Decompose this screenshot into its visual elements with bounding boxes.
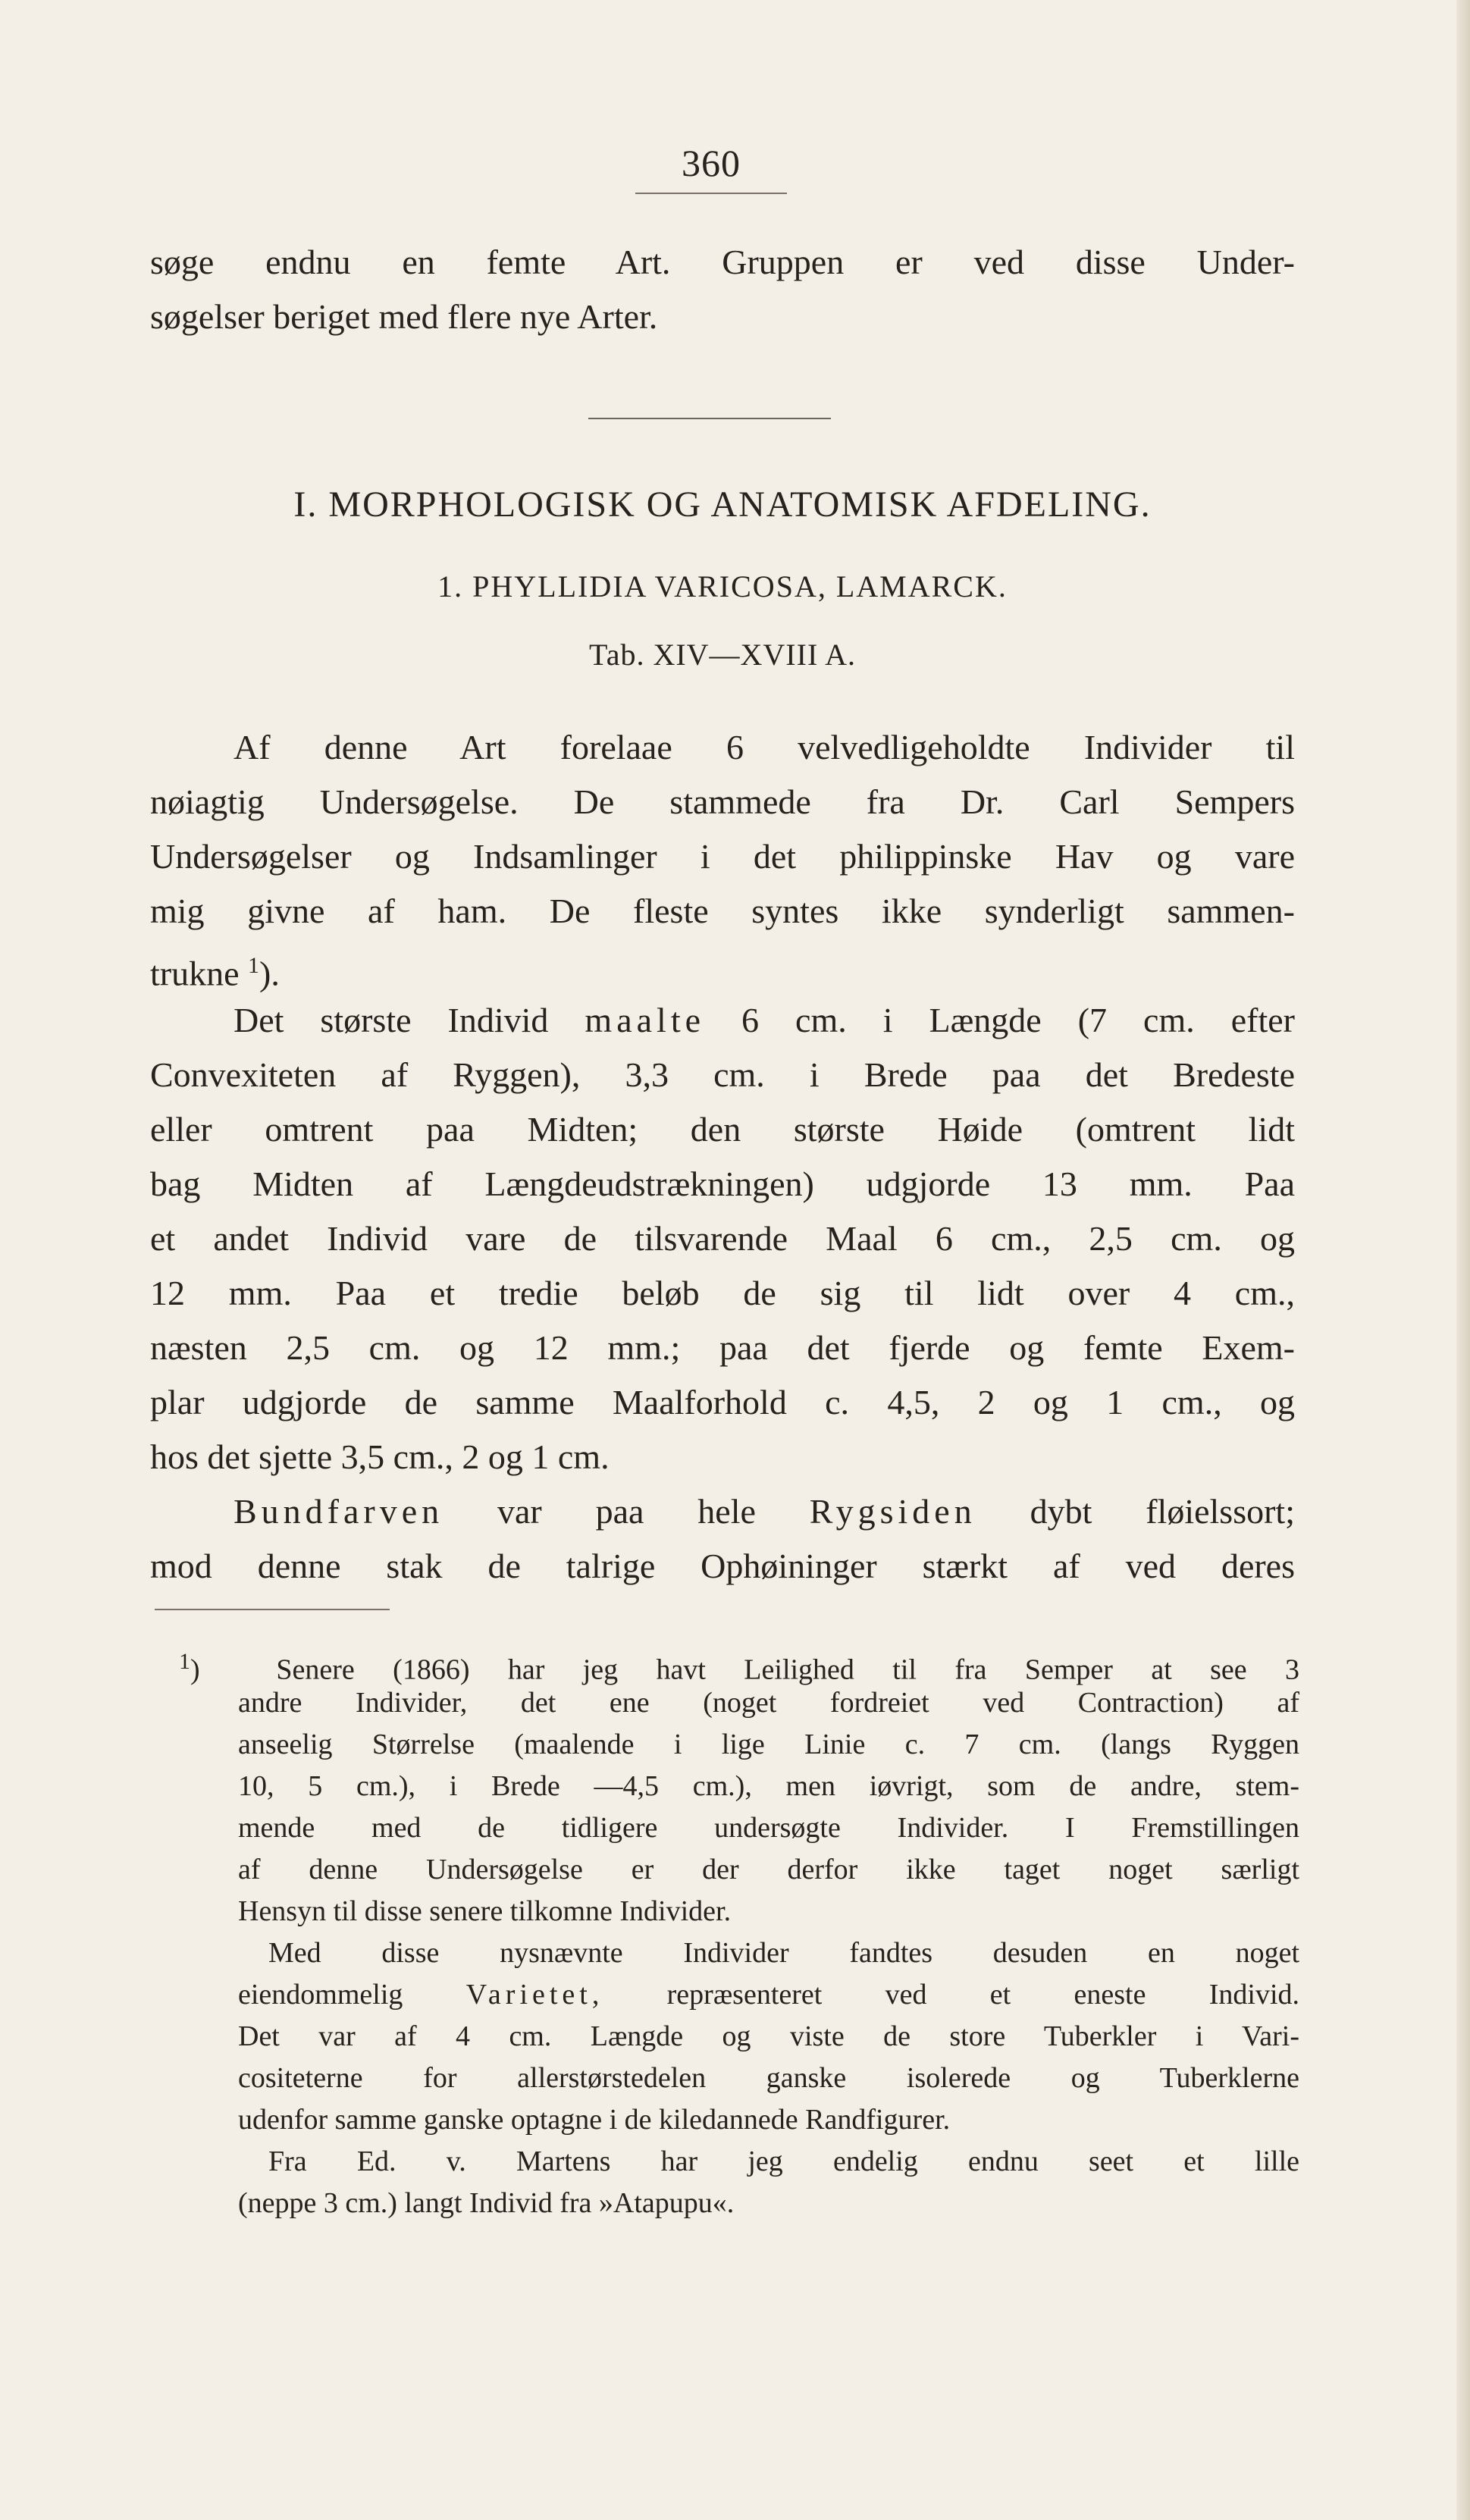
footnote-line: Fra Ed. v. Martens har jeg endelig endnu seet et lille xyxy=(268,2145,1299,2177)
text-segment: dybt fløielssort; xyxy=(1030,1492,1295,1531)
footnote-line: anseelig Størrelse (maalende i lige Linie c. 7 cm. (langs Ryggen xyxy=(238,1729,1299,1760)
paragraph-1 xyxy=(150,720,1295,993)
text-segment: eiendommelig xyxy=(238,1979,403,2011)
footnote-line: mende med de tidligere undersøgte Individer. I Fremstillingen xyxy=(238,1812,1299,1844)
page-edge xyxy=(1456,0,1470,2520)
text-segment: Det største Individ xyxy=(234,1001,549,1039)
section-heading: I. MORPHOLOGISK OG ANATOMISK AFDELING. xyxy=(293,484,1152,525)
text-line: nøiagtig Undersøgelse. De stammede fra Dr. Carl Sempers xyxy=(150,782,1295,821)
footnote-line: cositeterne for allerstørstedelen ganske isolerede og Tuberklerne xyxy=(238,2062,1299,2094)
footnote-line xyxy=(179,1641,1300,1686)
footnote-line: Hensyn til disse senere tilkomne Individer. xyxy=(238,1895,732,1927)
page-number-rule xyxy=(635,193,787,194)
page-number: 360 xyxy=(682,142,741,184)
text-line: eller omtrent paa Midten; den største Høide (omtrent lidt xyxy=(150,1110,1295,1149)
text-line: Undersøgelser og Indsamlinger i det philippinske Hav og vare xyxy=(150,837,1295,876)
paragraph-3 xyxy=(150,1484,1295,1594)
text-line xyxy=(150,939,1295,993)
plate-reference: Tab. XIV—XVIII A. xyxy=(589,638,856,672)
section-separator xyxy=(588,418,831,419)
footnote-line: af denne Undersøgelse er der derfor ikke taget noget særligt xyxy=(238,1854,1299,1885)
text-line xyxy=(150,993,1295,1048)
text-segment: repræsenteret ved et eneste Individ. xyxy=(666,1979,1299,2011)
text-line: mod denne stak de talrige Ophøininger stærkt af ved deres xyxy=(150,1547,1295,1585)
paragraph-2 xyxy=(150,993,1295,1484)
text-line: mig givne af ham. De fleste syntes ikke synderligt sammen- xyxy=(150,892,1295,930)
footnote-line: andre Individer, det ene (noget fordreiet ved Contraction) af xyxy=(238,1687,1299,1719)
spaced-word: maalte xyxy=(585,1001,706,1039)
footnote-mark-close: ) xyxy=(190,1653,200,1686)
footnote-line: 10, 5 cm.), i Brede —4,5 cm.), men iøvrigt, som de andre, stem- xyxy=(238,1770,1299,1802)
text-line xyxy=(150,1484,1295,1539)
spaced-word: Varietet, xyxy=(465,1979,604,2011)
spaced-word: Rygsiden xyxy=(809,1492,976,1531)
footnote-line: udenfor samme ganske optagne i de kiledannede Randfigurer. xyxy=(238,2104,951,2136)
text-line: bag Midten af Længdeudstrækningen) udgjorde 13 mm. Paa xyxy=(150,1164,1295,1203)
footnote xyxy=(179,1641,1299,2224)
intro-text xyxy=(150,235,1295,344)
text-line: et andet Individ vare de tilsvarende Maal 6 cm., 2,5 cm. og xyxy=(150,1219,1295,1258)
footnote-line: (neppe 3 cm.) langt Individ fra »Atapupu«. xyxy=(238,2187,735,2219)
footnote-separator xyxy=(155,1609,390,1610)
footnote-line xyxy=(179,1974,1299,2016)
text-segment: Senere (1866) har jeg havt Leilighed til fra Semper at see 3 xyxy=(276,1653,1300,1686)
text-line: 12 mm. Paa et tredie beløb de sig til lidt over 4 cm., xyxy=(150,1274,1295,1312)
text-segment: trukne xyxy=(150,954,240,993)
species-heading: 1. PHYLLIDIA VARICOSA, LAMARCK. xyxy=(437,569,1008,603)
text-line: søgelser beriget med flere nye Arter. xyxy=(150,297,658,336)
text-line: søge endnu en femte Art. Gruppen er ved disse Under- xyxy=(150,243,1295,281)
text-line: næsten 2,5 cm. og 12 mm.; paa det fjerde og femte Exem- xyxy=(150,1328,1295,1367)
text-line: Af denne Art forelaae 6 velvedligeholdte Individer til xyxy=(234,728,1295,766)
footnote-mark: 1 xyxy=(179,1649,190,1674)
footnote-line: Med disse nysnævnte Individer fandtes desuden en noget xyxy=(268,1937,1299,1969)
text-line: plar udgjorde de samme Maalforhold c. 4,5, 2 og 1 cm., og xyxy=(150,1383,1295,1421)
text-segment: var paa hele xyxy=(497,1492,756,1531)
spaced-word: Bundfarven xyxy=(234,1492,444,1531)
text-segment: 6 cm. i Længde (7 cm. efter xyxy=(741,1001,1296,1039)
text-line: hos det sjette 3,5 cm., 2 og 1 cm. xyxy=(150,1437,610,1476)
text-line: Convexiteten af Ryggen), 3,3 cm. i Brede paa det Bredeste xyxy=(150,1055,1295,1094)
footnote-reference: 1 xyxy=(248,953,260,978)
footnote-line: Det var af 4 cm. Længde og viste de store Tuberkler i Vari- xyxy=(238,2020,1299,2052)
text-segment: ). xyxy=(259,954,280,993)
